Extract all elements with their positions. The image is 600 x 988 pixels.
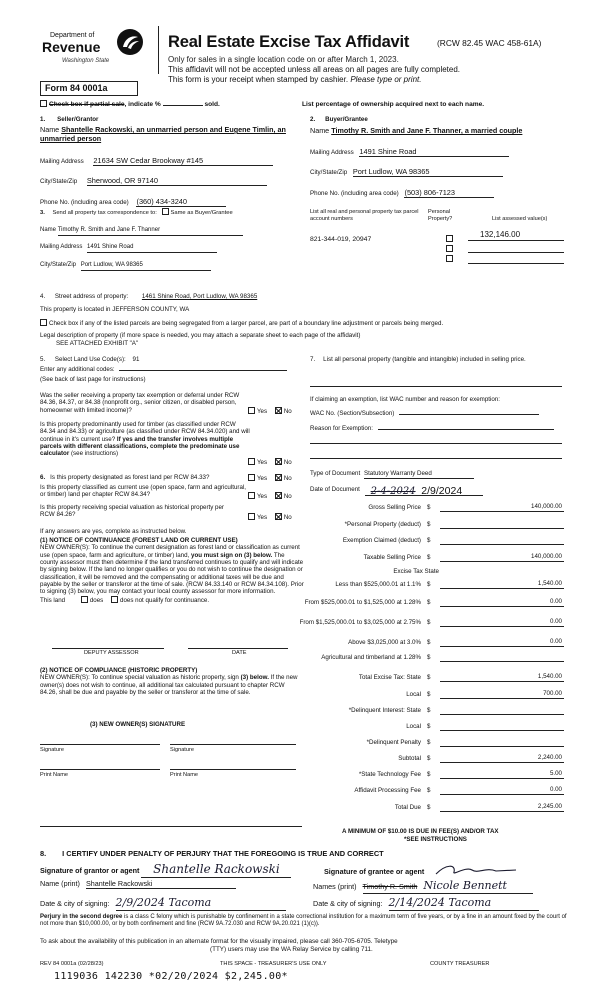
tax-row-label: Taxable Selling Price [363,554,421,561]
correspondence-name-label: Name [40,227,57,233]
does-not-label: does not qualify for continuance. [120,596,210,604]
parcels-col2: Personal Property? [428,209,453,222]
form-sub2: This affidavit will not be accepted unless all areas on all pages are fully completed. [168,65,461,74]
tax-row-label: Total Excise Tax: State [358,674,421,681]
seller-city-row [40,176,267,186]
form-sub1: Only for sales in a single location code on or after March 1, 2023. [168,55,399,64]
assessed-value[interactable]: 132,146.00 [468,230,564,241]
tax-row-value[interactable] [440,653,564,662]
correspondence-mailing-value[interactable]: 1491 Shine Road [87,244,217,253]
buyer-heading [310,116,368,124]
grantor-date-label: Date & city of signing: [40,899,110,908]
buyer-heading-text: Buyer/Grantee [325,116,368,123]
land-use-num: 5. [40,356,46,363]
street-row [40,293,257,301]
seller-heading [40,116,98,124]
treasurer-receipt-stamp: 1119036 142230 *02/20/2024 $2,245.00* [54,971,288,982]
grantee-signature-icon[interactable] [426,862,526,878]
seller-heading-text: Seller/Grantor [57,116,99,123]
perjury-bold: Perjury in the second degree [40,914,123,920]
q6-1-yes-label: Yes [257,475,268,482]
tax-row-value[interactable]: 2,245.00 [440,803,564,812]
tax-row-currency: $ [427,537,431,544]
q6-1-no-checkbox[interactable] [275,474,282,481]
segregated-label: Check box if any of the listed parcels are being segregated from a larger parcel, are part of a boundary line adjustment or parcels being merged. [49,320,444,327]
if-yes-label: If any answers are yes, complete as instructed below. [40,528,187,535]
tax-row [300,568,565,578]
tax-row-label: Above $3,025,000 at 3.0% [348,639,421,646]
q6-2-yes-label: Yes [257,493,268,500]
see-back-label: (See back of last page for instructions) [40,376,146,383]
tax-row-currency: $ [427,654,431,661]
additional-codes-field[interactable] [119,370,287,371]
dept-line1: Department of [50,32,95,39]
buyer-heading-num: 2. [310,116,316,123]
tax-row-value[interactable]: 140,000.00 [440,503,564,512]
grantor-print-row [40,879,236,889]
tax-row-currency: $ [427,787,431,794]
seller-heading-num: 1. [40,116,46,123]
tax-row-value[interactable]: 0.00 [440,598,564,607]
certify-row [40,849,384,858]
tax-row-value[interactable] [440,520,564,529]
correspondence-city-value[interactable]: Port Ludlow, WA 98365 [81,262,211,271]
tax-row-label: *Delinquent Penalty [366,739,421,746]
legal-exhibit[interactable]: SEE ATTACHED EXHIBIT "A" [56,340,139,347]
form-sub3-italic: Please type or print. [350,75,422,84]
correspondence-mailing-row [40,244,217,253]
legal-label: Legal description of property (if more space is needed, you may attach a separate sheet to each page of the affidavit) [40,332,361,339]
does-not-checkbox[interactable] [111,596,118,603]
tax-row [300,707,565,717]
tax-row-currency: $ [427,599,431,606]
new-owner-signature-heading: (3) NEW OWNER(S) SIGNATURE [90,721,186,728]
see-instructions-note: *SEE INSTRUCTIONS [404,836,467,843]
partial-percent-field[interactable] [163,105,203,106]
wac-field[interactable] [399,414,539,415]
section6-num: 6. [40,474,46,481]
tax-row-label: Agricultural and timberland at 1.28% [321,654,421,661]
tax-row [300,771,565,781]
street-num: 4. [40,293,46,300]
tax-row-value[interactable] [440,738,564,747]
tax-row-currency: $ [427,619,431,626]
tax-row-value[interactable]: 700.00 [440,690,564,699]
buyer-mailing-label: Mailing Address [310,149,354,156]
doc-date-value: 2/9/2024 [421,485,463,497]
tax-row-currency: $ [427,581,431,588]
notice2-body-a: NEW OWNER(S): To continue special valuation as historic property, sign [40,674,239,682]
new-owner-signature-label-2: Signature [170,747,194,753]
correspondence-name-row [40,227,243,236]
new-owner-print-label-2: Print Name [170,772,198,778]
segregated-checkbox[interactable] [40,319,47,326]
notice1-bold: you must sign on (3) below. [191,551,273,559]
segregated-row [40,319,443,328]
grantee-signature-row [324,862,526,878]
notice1-body-b: The county assessor must then determine if the land transferred continues to qualify and will indicate by signing below. If the land no longer qualifies or you do not wish to continue the designation or classification, it will be removed and the compensating or additional taxes will be due and payable by the seller or transferor at the time of sale. (RCW 84.33.140 or RCW 84.34.108). Prior to signing (3) below, you may contact your local county assessor for more information. [40,551,304,596]
forest-question: Is this property designated as forest land per RCW 84.33? [50,474,210,481]
additional-codes-label: Enter any additional codes: [40,366,115,373]
tax-row-label: From $525,000.01 to $1,525,000 at 1.28% [304,599,421,606]
buyer-city-label: City/State/Zip [310,169,348,176]
tax-row-label: *State Technology Fee [358,771,421,778]
tax-row-currency: $ [427,804,431,811]
timber-answers [248,458,292,467]
parcel-number[interactable]: 821-344-019, 20947 [310,236,372,243]
q6-1-no-label: No [283,475,292,482]
q6-3-no-checkbox[interactable] [275,513,282,520]
seller-phone-row [40,197,226,207]
timber-question-c: (see instructions) [70,450,119,458]
q6-2-no-label: No [283,493,292,500]
tax-row [300,581,565,591]
tax-row-value[interactable] [440,706,564,715]
seller-mailing-value[interactable]: 21634 SW Cedar Brookway #145 [93,156,273,166]
section7-label: List all personal property (tangible and intangible) included in selling price. [323,356,526,363]
tax-row-label: From $1,525,000.01 to $3,025,000 at 2.75% [299,619,421,626]
same-as-buyer-checkbox[interactable] [162,208,169,215]
grantee-date-label: Date & city of signing: [313,899,383,908]
buyer-phone-label: Phone No. (including area code) [310,190,399,197]
land-use-code[interactable]: 91 [132,356,140,363]
tax-row-currency: $ [427,739,431,746]
seller-phone-value[interactable]: (360) 434-3240 [136,197,226,207]
historic-answers [248,513,292,522]
tax-row-currency: $ [427,723,431,730]
partial-sale-label: Check box if partial sale [49,101,125,108]
seller-mailing-label: Mailing Address [40,158,84,165]
notice1-body-a: NEW OWNER(S): To continue the current designation as forest land or classification as current use (open space, farm and agriculture, or timber) land, [40,544,300,559]
doc-date-struck: 2-4-2024 [370,486,416,497]
grantor-signature-row [40,862,330,878]
tax-row-label: Total Due [394,804,421,811]
tax-row-label: Gross Selling Price [368,504,421,511]
treasurer-space: THIS SPACE - TREASURER'S USE ONLY [220,961,327,967]
tax-row [300,804,565,814]
additional-codes-row [40,366,287,374]
tax-row [300,723,565,733]
correspondence-city-row [40,262,211,271]
form-title: Real Estate Excise Tax Affidavit [168,33,410,51]
tax-row [300,755,565,765]
historic-question: Is this property receiving special valuation as historical property per RCW 84.26? [40,504,224,519]
seller-mailing-row [40,156,273,166]
grantee-print-struck: Timothy R. Smith [362,882,418,891]
timber-question-b: If yes and the transfer involves multiple parcels with different classifications, complete the predominate use calculator [40,435,240,458]
q6-3-yes-label: Yes [257,514,268,521]
correspondence-label: Send all property tax correspondence to: [52,210,157,216]
buyer-name-label: Name [310,126,330,135]
perjury-notice [40,914,568,928]
tax-row-label: Affidavit Processing Fee [354,787,421,794]
q6-2-no-checkbox[interactable] [275,492,282,499]
tax-row-label: *Delinquent Interest: State [348,707,421,714]
current-use-answers [248,492,292,501]
tax-row-value[interactable]: 140,000.00 [440,553,564,562]
ownership-label: List percentage of ownership acquired next to each name. [302,101,485,108]
grantor-print-label: Name (print) [40,879,80,888]
tax-row-value[interactable]: 2,240.00 [440,754,564,763]
buyer-mailing-row [310,147,509,157]
tax-row [300,739,565,749]
q2-no-label: No [283,459,292,466]
buyer-name-row [310,126,522,135]
same-as-buyer-label: Same as Buyer/Grantee [170,210,233,216]
partial-sale-rest: , indicate % [124,101,161,108]
seller-city-value[interactable]: Sherwood, OR 97140 [87,176,267,186]
new-owner-print-label-1: Print Name [40,772,68,778]
seller-name-label: Name [40,125,60,134]
land-use-label: Select Land Use Code(s): [54,356,126,363]
tax-row [300,654,565,664]
timber-question-a: Is this property predominantly used for timber (as classified under RCW 84.34 and 84.33) or agriculture (as classified under RCW 84.34.020) and will continue in it's current use? [40,421,250,443]
dor-logo [42,26,150,72]
doc-type-label: Type of Document [310,470,361,477]
doc-date-row [310,482,483,497]
grantee-print-row [313,879,533,894]
availability-line2: (TTY) users may use the WA Relay Service by calling 711. [210,946,373,953]
grantee-print-value: Nicole Bennett [423,879,507,892]
buyer-phone-value[interactable]: (503) 806-7123 [404,188,494,198]
tax-row [300,537,565,547]
tax-row [300,691,565,701]
grantee-signature-label: Signature of grantee or agent [324,867,425,876]
correspondence-name-value[interactable]: Timothy R. Smith and Jane F. Thanner [58,227,243,236]
land-use-row [40,356,139,364]
certify-text: I CERTIFY UNDER PENALTY OF PERJURY THAT THE FOREGOING IS TRUE AND CORRECT [62,849,384,858]
tax-row-currency: $ [427,674,431,681]
forest-answers [248,474,292,483]
tax-row-value[interactable]: 1,540.00 [440,673,564,682]
tax-row-currency: $ [427,707,431,714]
tax-row-currency: $ [427,639,431,646]
current-use-question: Is this property classified as current use (open space, farm and agricultural, or timber) land per chapter RCW 84.34? [40,484,247,499]
personal-property-checkbox-2[interactable] [446,245,453,252]
tax-row [300,599,565,609]
tax-row-value[interactable] [440,722,564,731]
does-checkbox[interactable] [81,596,88,603]
section8-num: 8. [40,849,47,858]
exemption-deferral-question: Was the seller receiving a property tax exemption or deferral under RCW 84.36, 84.37, or 84.38 (nonprofit org., senior citizen, or disabled person, homeowner with limited income)? [40,392,240,414]
form-sub3-prefix: This form is your receipt when stamped by cashier. [168,75,349,84]
buyer-city-value[interactable]: Port Ludlow, WA 98365 [353,167,503,177]
forest-question-row [40,474,245,482]
tax-row-label: Local [406,723,421,730]
property-located: This property is located in JEFFERSON COUNTY, WA [40,306,190,313]
wac-label: WAC No. (Section/Subsection) [310,410,395,417]
correspondence-num: 3. [40,210,45,216]
new-owner-signature-label-1: Signature [40,747,64,753]
tax-row-label: Less than $525,000.01 at 1.1% [335,581,421,588]
wac-row [310,410,539,418]
notice2-bold: (3) below. [240,674,269,682]
q6-3-yes-checkbox[interactable] [248,513,255,520]
grantee-print-label: Names (print) [313,882,357,891]
tax-row-currency: $ [427,521,431,528]
does-label: does [89,596,104,604]
seller-city-label: City/State/Zip [40,178,78,185]
notice-continuance [40,537,304,604]
form-rcw: (RCW 82.45 WAC 458-61A) [437,38,542,48]
q1-yes-label: Yes [257,408,268,415]
buyer-phone-row [310,188,494,198]
q2-no-checkbox[interactable] [275,458,282,465]
notice2-body-b: If the new owner(s) does not wish to continue, all additional tax calculated pursuant to chapter RCW 84.26, shall be due and payable by the seller or transferor at the time of sale. [40,674,298,696]
tax-row-currency: $ [427,691,431,698]
doc-type-value[interactable]: Statutory Warranty Deed [364,470,474,479]
tax-row [300,619,565,629]
partial-sale-line [40,100,220,109]
grantee-date-value-2[interactable]: 2/14/2024 Tacoma [389,896,539,911]
doc-date-field[interactable] [365,485,483,496]
tax-row [300,554,565,564]
personal-property-checkbox-1[interactable] [446,235,453,242]
assessor-date-label: DATE [232,650,247,656]
dept-line3: Washington State [62,58,110,64]
q1-no-label: No [283,408,292,415]
tax-row-label: Excise Tax State [393,568,439,575]
correspondence-city-label: City/State/Zip [40,262,77,268]
tax-row [300,639,565,649]
exemption-label: If claiming an exemption, list WAC number and reason for exemption: [310,396,500,403]
minimum-due-note: A MINIMUM OF $10.00 IS DUE IN FEE(S) AND/OR TAX [342,828,499,835]
buyer-city-row [310,167,503,177]
buyer-name-value[interactable]: Timothy R. Smith and Jane F. Thanner, a married couple [331,126,523,135]
seller-name-row [40,125,300,144]
correspondence-row [40,208,233,217]
this-land-label: This land [40,596,66,604]
personal-property-row [310,356,526,364]
tax-row-label: *Personal Property (deduct) [344,521,421,528]
reason-label: Reason for Exemption: [310,425,373,432]
notice-compliance [40,667,302,696]
grantee-date-row [313,896,539,911]
dor-logo-icon [116,28,144,56]
form-number-box: Form 84 0001a [40,81,138,96]
notice2-title: (2) NOTICE OF COMPLIANCE (HISTORIC PROPERTY) [40,667,198,674]
section7-num: 7. [310,356,316,363]
tax-row-currency: $ [427,771,431,778]
exemption-deferral-answers [248,407,292,416]
perjury-rest: is a class C felony which is punishable by confinement in a state correctional institution for a maximum term of five years, or by a fine in an amount fixed by the court of not more than $10,000.00, or by both confinement and fine (RCW 9A.72.030 and RCW 9A.20.021 (1)(c)). [40,914,567,928]
q6-3-no-label: No [283,514,292,521]
timber-question [40,421,250,458]
personal-property-checkbox-3[interactable] [446,255,453,262]
tax-row-value[interactable]: 1,540.00 [440,580,564,589]
doc-date-label: Date of Document [310,486,360,493]
tax-row-value[interactable]: 0.00 [440,638,564,647]
buyer-mailing-value[interactable]: 1491 Shine Road [359,147,509,157]
tax-row [300,521,565,531]
tax-row [300,674,565,684]
tax-row-value[interactable]: 0.00 [440,618,564,627]
seller-phone-label: Phone No. (including area code) [40,199,129,206]
q1-no-checkbox[interactable] [275,407,282,414]
tax-row-value[interactable]: 0.00 [440,786,564,795]
tax-row [300,787,565,797]
grantor-date-value[interactable]: 2/9/2024 Tacoma [116,896,286,911]
seller-name-value[interactable]: Shantelle Rackowski, an unmarried person and Eugene Timlin, an unmarried person [40,125,286,144]
tax-row-label: Exemption Claimed (deduct) [342,537,421,544]
tax-row-currency: $ [427,755,431,762]
tax-row-currency: $ [427,504,431,511]
q6-1-yes-checkbox[interactable] [248,474,255,481]
form-sub3 [168,75,421,85]
q2-yes-checkbox[interactable] [248,458,255,465]
q2-yes-label: Yes [257,459,268,466]
availability-line1: To ask about the availability of this publication in an alternate format for the visually impaired, please call 360-705-6705. Teletype [40,938,398,945]
street-value[interactable]: 1461 Shine Road, Port Ludlow, WA 98365 [141,293,258,300]
parcels-col1: List all real and personal property tax parcel account numbers [310,209,419,222]
rev-number: REV 84 0001a (02/28/23) [40,961,104,967]
grantor-signature-label: Signature of grantor or agent [40,866,140,875]
partial-sold-label: sold. [204,101,220,108]
q6-2-yes-checkbox[interactable] [248,492,255,499]
personal-property-checkboxes [446,235,456,262]
deputy-assessor-label: DEPUTY ASSESSOR [84,650,139,656]
tax-row-value[interactable] [440,536,564,545]
partial-sale-checkbox[interactable] [40,100,47,107]
grantor-date-row [40,896,286,911]
grantee-print-field[interactable] [363,879,533,894]
notice1-title: (1) NOTICE OF CONTINUANCE (FOREST LAND OR CURRENT USE) [40,537,238,544]
tax-row-label: Subtotal [398,755,421,762]
street-label: Street address of property: [54,293,129,300]
tax-row-label: Local [406,691,421,698]
grantor-signature-value[interactable]: Shantelle Rackowski [141,862,291,878]
dept-line2: Revenue [42,39,101,55]
q1-yes-checkbox[interactable] [248,407,255,414]
doc-type-row [310,470,474,479]
reason-field[interactable] [378,429,554,430]
tax-row [300,504,565,514]
county-treasurer: COUNTY TREASURER [430,961,490,967]
parcels-col3: List assessed value(s) [492,216,548,222]
grantor-print-value[interactable]: Shantelle Rackowski [86,879,236,889]
correspondence-mailing-label: Mailing Address [40,244,83,250]
reason-row [310,425,554,433]
tax-row-value[interactable]: 5.00 [440,770,564,779]
tax-row-currency: $ [427,554,431,561]
